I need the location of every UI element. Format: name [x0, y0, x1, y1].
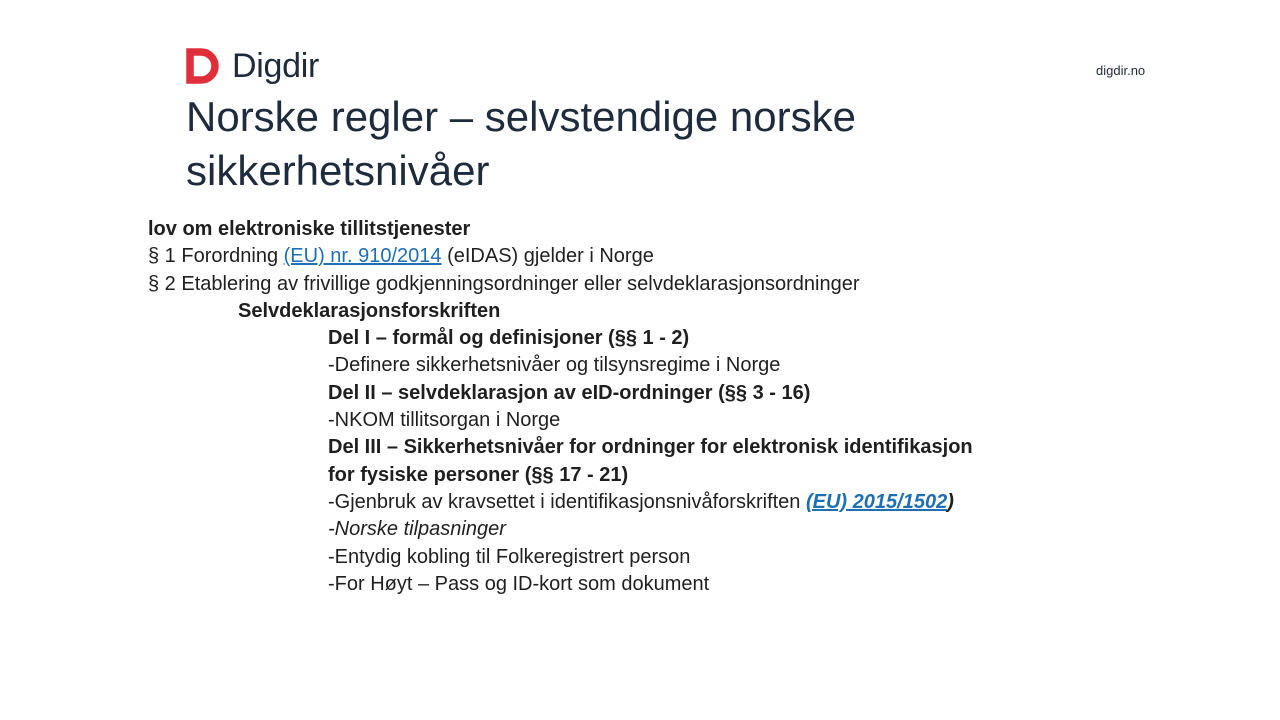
part-3-heading-line-1: Del III – Sikkerhetsnivåer for ordninger for elektronisk identifikasjon — [328, 436, 973, 459]
digdir-logo-icon — [186, 48, 220, 84]
part-1-heading: Del I – formål og definisjoner (§§ 1 - 2) — [328, 327, 690, 350]
part-2-item: -NKOM tillitsorgan i Norge — [328, 409, 561, 432]
eu-2015-1502-link[interactable]: (EU) 2015/1502 — [805, 490, 948, 513]
slide-title: Norske regler – selvstendige norske sikkerhetsnivåer — [186, 93, 856, 194]
digdir-logo — [186, 46, 319, 86]
part-3-item-documents: -For Høyt – Pass og ID-kort som dokument — [328, 572, 710, 595]
regulation-heading: Selvdeklarasjonsforskriften — [238, 299, 501, 322]
part-2-heading: Del II – selvdeklarasjon av eID-ordninger (§§ 3 - 16) — [328, 381, 811, 404]
logo-text: Digdir — [232, 47, 320, 85]
part-3-item-reuse — [148, 489, 1148, 516]
closing-parenthesis: ) — [947, 490, 954, 513]
slide-body — [148, 216, 1148, 598]
part-3-heading-line-2: for fysiske personer (§§ 17 - 21) — [328, 463, 629, 486]
part-3-item-registry: -Entydig kobling til Folkeregistrert person — [328, 545, 691, 568]
part-3-item-adaptations: -Norske tilpasninger — [328, 518, 506, 541]
site-url: digdir.no — [1096, 63, 1146, 78]
part-1-item: -Definere sikkerhetsnivåer og tilsynsregime i Norge — [328, 354, 781, 377]
paragraph-1 — [148, 243, 1148, 270]
paragraph-2: § 2 Etablering av frivillige godkjenningsordninger eller selvdeklarasjonsordninger — [148, 272, 860, 295]
eu-910-2014-link[interactable]: (EU) nr. 910/2014 — [283, 245, 442, 268]
paragraph-1-suffix: (eIDAS) gjelder i Norge — [441, 245, 654, 268]
paragraph-1-text: § 1 Forordning — [148, 245, 284, 268]
law-heading: lov om elektroniske tillitstjenester — [148, 218, 471, 240]
part-3-item-reuse-text: -Gjenbruk av kravsettet i identifikasjonsnivåforskriften — [328, 490, 806, 513]
